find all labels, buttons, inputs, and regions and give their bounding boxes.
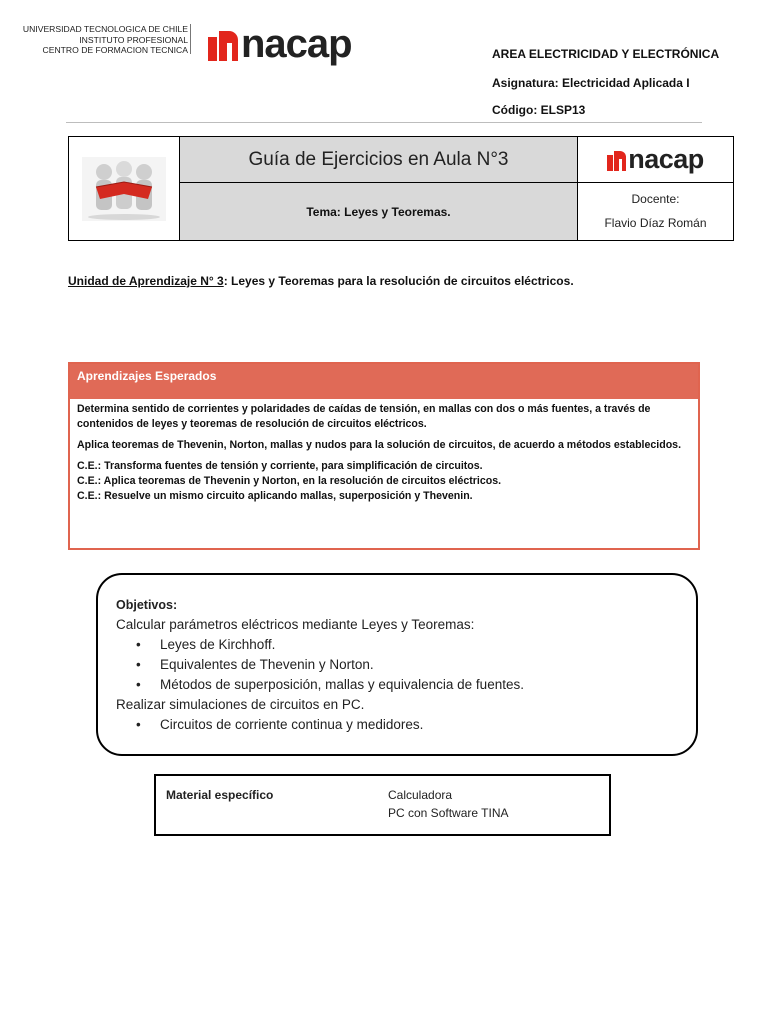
objetivos-title: Objetivos: [116,598,178,612]
criterio: C.E.: Aplica teoremas de Thevenin y Norton, en la resolución de circuitos eléctricos. [77,475,502,487]
objetivos-bullet: • Métodos de superposición, mallas y equivalencia de fuentes. [116,675,678,695]
unidad-heading [68,274,574,288]
logo-cell [578,137,733,183]
aprendizajes-header: Aprendizajes Esperados [70,364,698,399]
institution-line: CENTRO DE FORMACION TECNICA [42,45,188,55]
objetivos-line: Calcular parámetros eléctricos mediante Leyes y Teoremas: [116,617,475,632]
header-divider [190,24,191,54]
header-rule [66,122,702,123]
aprendizaje-paragraph: Determina sentido de corrientes y polaridades de caídas de tensión, en mallas con dos o más fuentes, a través de contenidos de leyes y teoremas de resolución de circuitos eléctricos. [77,403,651,430]
codigo: Código: ELSP13 [492,103,586,117]
institution-name [10,24,188,56]
title-table [68,136,734,241]
logo-text: nacap [628,144,704,174]
objetivos-bullet: • Equivalentes de Thevenin y Norton. [116,655,678,675]
inacap-logo-mark-icon [208,27,238,61]
objetivos-bullet: • Leyes de Kirchhoff. [116,635,678,655]
objetivos-line: Realizar simulaciones de circuitos en PC. [116,697,365,712]
guide-title: Guía de Ejercicios en Aula N°3 [180,137,578,183]
institution-line: UNIVERSIDAD TECNOLOGICA DE CHILE [22,24,188,34]
logo-text: nacap [241,22,352,66]
material-label: Material específico [166,788,274,802]
objetivos-box [96,573,698,756]
objetivos-bullet: • Circuitos de corriente continua y medidores. [116,715,678,735]
aprendizajes-box [68,362,700,550]
area-title: AREA ELECTRICIDAD Y ELECTRÓNICA [492,47,720,61]
institution-line: INSTITUTO PROFESIONAL [79,34,188,45]
unidad-text: : Leyes y Teoremas para la resolución de circuitos eléctricos. [223,274,574,288]
criterio: C.E.: Resuelve un mismo circuito aplicando mallas, superposición y Thevenin. [77,490,473,502]
inacap-logo [208,22,352,66]
aprendizajes-body [70,399,698,504]
illustration-cell [69,137,180,240]
docente-name: Flavio Díaz Román [604,216,707,230]
aprendizaje-paragraph: Aplica teoremas de Thevenin, Norton, mallas y nudos para la solución de circuitos, de acuerdo a métodos establecidos. [77,439,682,451]
unidad-label: Unidad de Aprendizaje N° 3 [68,274,224,288]
inacap-logo-mark-icon [607,149,626,171]
team-figures-icon [82,157,166,221]
docente-cell [578,183,733,240]
topic: Tema: Leyes y Teoremas. [180,183,578,240]
inacap-logo [607,146,704,173]
material-item: Calculadora [388,788,453,802]
docente-label: Docente: [631,192,680,206]
asignatura: Asignatura: Electricidad Aplicada I [492,76,690,90]
material-box [154,774,611,836]
material-item: PC con Software TINA [388,806,509,820]
criterio: C.E.: Transforma fuentes de tensión y corriente, para simplificación de circuitos. [77,460,483,472]
